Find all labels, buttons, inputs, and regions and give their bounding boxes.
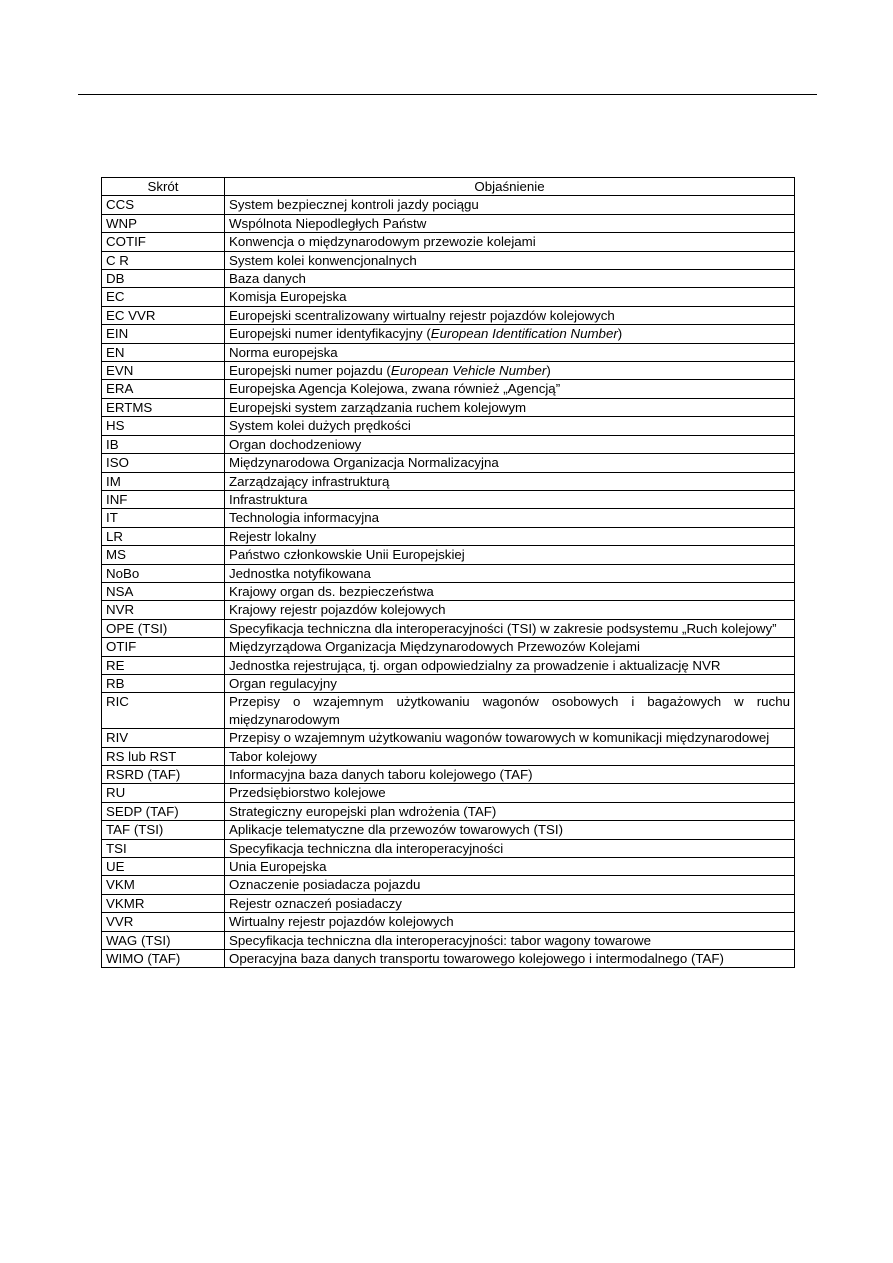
explanation-text: Europejski system zarządzania ruchem kolejowym bbox=[229, 399, 527, 415]
explanation-italic-text: European Identification Number bbox=[430, 326, 618, 342]
header-rule bbox=[78, 94, 817, 95]
table-row bbox=[102, 913, 795, 931]
explanation-text: System kolei konwencjonalnych bbox=[229, 252, 417, 268]
explanation-cell bbox=[225, 380, 795, 398]
table-row bbox=[102, 380, 795, 398]
abbreviation-cell: UE bbox=[102, 858, 225, 876]
explanation-cell bbox=[225, 214, 795, 232]
explanation-cell bbox=[225, 619, 795, 637]
explanation-text: Specyfikacja techniczna dla interoperacyjności: tabor wagony towarowe bbox=[229, 932, 652, 948]
abbreviation-cell: SEDP (TAF) bbox=[102, 802, 225, 820]
explanation-text: Krajowy rejestr pojazdów kolejowych bbox=[229, 602, 446, 618]
explanation-cell bbox=[225, 656, 795, 674]
explanation-cell bbox=[225, 931, 795, 949]
table-row bbox=[102, 435, 795, 453]
explanation-text: Przedsiębiorstwo kolejowe bbox=[229, 785, 386, 801]
table-row bbox=[102, 582, 795, 600]
table-row bbox=[102, 564, 795, 582]
table-row bbox=[102, 821, 795, 839]
abbreviation-cell: WAG (TSI) bbox=[102, 931, 225, 949]
abbreviation-cell: RU bbox=[102, 784, 225, 802]
explanation-text: Rejestr lokalny bbox=[229, 528, 317, 544]
table-row bbox=[102, 784, 795, 802]
explanation-text: Oznaczenie posiadacza pojazdu bbox=[229, 877, 421, 893]
explanation-text: Technologia informacyjna bbox=[229, 510, 380, 526]
explanation-text: Krajowy organ ds. bezpieczeństwa bbox=[229, 583, 434, 599]
table-row bbox=[102, 638, 795, 656]
explanation-text: Wirtualny rejestr pojazdów kolejowych bbox=[229, 914, 454, 930]
explanation-cell bbox=[225, 638, 795, 656]
explanation-cell bbox=[225, 802, 795, 820]
table-row bbox=[102, 490, 795, 508]
explanation-text: Europejski numer identyfikacyjny ( bbox=[229, 326, 431, 342]
abbreviation-cell: LR bbox=[102, 527, 225, 545]
explanation-text: Jednostka notyfikowana bbox=[229, 565, 371, 581]
explanation-cell bbox=[225, 306, 795, 324]
abbreviation-cell: HS bbox=[102, 417, 225, 435]
explanation-cell bbox=[225, 858, 795, 876]
table-row bbox=[102, 766, 795, 784]
explanation-cell bbox=[225, 527, 795, 545]
explanation-text: Organ dochodzeniowy bbox=[229, 436, 362, 452]
explanation-text: Unia Europejska bbox=[229, 859, 327, 875]
abbreviation-cell: VKMR bbox=[102, 894, 225, 912]
abbreviation-cell: DB bbox=[102, 270, 225, 288]
abbreviation-cell: ERTMS bbox=[102, 398, 225, 416]
table-row bbox=[102, 747, 795, 765]
table-row bbox=[102, 270, 795, 288]
table-row bbox=[102, 454, 795, 472]
explanation-cell bbox=[225, 362, 795, 380]
explanation-cell bbox=[225, 490, 795, 508]
explanation-italic-text: European Vehicle Number bbox=[390, 363, 547, 379]
explanation-text: Europejski scentralizowany wirtualny rejestr pojazdów kolejowych bbox=[229, 307, 615, 323]
explanation-cell bbox=[225, 876, 795, 894]
explanation-cell bbox=[225, 747, 795, 765]
explanation-cell bbox=[225, 233, 795, 251]
explanation-text: System kolei dużych prędkości bbox=[229, 418, 411, 434]
abbreviation-cell: OTIF bbox=[102, 638, 225, 656]
header-explanation: Objaśnienie bbox=[225, 178, 795, 196]
explanation-cell bbox=[225, 343, 795, 361]
abbreviation-cell: TSI bbox=[102, 839, 225, 857]
table-row bbox=[102, 876, 795, 894]
explanation-cell bbox=[225, 674, 795, 692]
abbreviation-cell: VVR bbox=[102, 913, 225, 931]
table-row bbox=[102, 362, 795, 380]
table-row bbox=[102, 325, 795, 343]
explanation-text: System bezpiecznej kontroli jazdy pociągu bbox=[229, 197, 479, 213]
table-row bbox=[102, 251, 795, 269]
abbreviation-cell: RIC bbox=[102, 693, 225, 729]
table-row bbox=[102, 950, 795, 968]
abbreviation-cell: COTIF bbox=[102, 233, 225, 251]
table-row bbox=[102, 196, 795, 214]
abbreviation-cell: RB bbox=[102, 674, 225, 692]
table-row bbox=[102, 527, 795, 545]
table-row bbox=[102, 306, 795, 324]
abbreviation-cell: EVN bbox=[102, 362, 225, 380]
explanation-cell bbox=[225, 913, 795, 931]
table-header-row bbox=[102, 178, 795, 196]
explanation-text: Rejestr oznaczeń posiadaczy bbox=[229, 895, 402, 911]
explanation-cell bbox=[225, 601, 795, 619]
explanation-text: Strategiczny europejski plan wdrożenia (TAF) bbox=[229, 803, 497, 819]
explanation-cell bbox=[225, 454, 795, 472]
table-row bbox=[102, 729, 795, 747]
explanation-text: Międzyrządowa Organizacja Międzynarodowych Przewozów Kolejami bbox=[229, 639, 640, 655]
explanation-cell bbox=[225, 693, 795, 729]
abbreviation-cell: C R bbox=[102, 251, 225, 269]
abbreviation-cell: IT bbox=[102, 509, 225, 527]
explanation-cell bbox=[225, 509, 795, 527]
table-row bbox=[102, 802, 795, 820]
explanation-text: Norma europejska bbox=[229, 344, 338, 360]
explanation-text: Aplikacje telematyczne dla przewozów towarowych (TSI) bbox=[229, 822, 564, 838]
explanation-text: Konwencja o międzynarodowym przewozie kolejami bbox=[229, 234, 536, 250]
explanation-cell bbox=[225, 435, 795, 453]
explanation-cell bbox=[225, 564, 795, 582]
explanation-cell bbox=[225, 251, 795, 269]
table-row bbox=[102, 619, 795, 637]
abbreviation-cell: RE bbox=[102, 656, 225, 674]
explanation-text: Tabor kolejowy bbox=[229, 748, 317, 764]
abbreviation-cell: IM bbox=[102, 472, 225, 490]
explanation-text: ) bbox=[546, 363, 551, 379]
explanation-text: Przepisy o wzajemnym użytkowaniu wagonów osobowych i bagażowych w ruchu międzynarodowym bbox=[229, 694, 790, 727]
abbreviation-cell: VKM bbox=[102, 876, 225, 894]
explanation-text: Zarządzający infrastrukturą bbox=[229, 473, 390, 489]
abbreviation-cell: WIMO (TAF) bbox=[102, 950, 225, 968]
abbreviation-cell: NSA bbox=[102, 582, 225, 600]
abbreviation-cell: MS bbox=[102, 546, 225, 564]
table-row bbox=[102, 288, 795, 306]
explanation-text: Wspólnota Niepodległych Państw bbox=[229, 215, 427, 231]
explanation-cell bbox=[225, 582, 795, 600]
table-row bbox=[102, 343, 795, 361]
abbreviation-cell: TAF (TSI) bbox=[102, 821, 225, 839]
abbreviation-cell: RIV bbox=[102, 729, 225, 747]
explanation-cell bbox=[225, 270, 795, 288]
explanation-cell bbox=[225, 729, 795, 747]
table-row bbox=[102, 839, 795, 857]
explanation-text: Międzynarodowa Organizacja Normalizacyjna bbox=[229, 455, 499, 471]
table-row bbox=[102, 472, 795, 490]
abbreviation-cell: ERA bbox=[102, 380, 225, 398]
explanation-cell bbox=[225, 894, 795, 912]
abbreviation-cell: OPE (TSI) bbox=[102, 619, 225, 637]
table-row bbox=[102, 509, 795, 527]
explanation-text: Informacyjna baza danych taboru kolejowego (TAF) bbox=[229, 767, 533, 782]
explanation-cell bbox=[225, 325, 795, 343]
explanation-text: ) bbox=[617, 326, 623, 342]
abbreviation-cell: ISO bbox=[102, 454, 225, 472]
table-row bbox=[102, 674, 795, 692]
explanation-text: Specyfikacja techniczna dla interoperacyjności bbox=[229, 840, 504, 856]
table-row bbox=[102, 601, 795, 619]
abbreviation-cell: RS lub RST bbox=[102, 747, 225, 765]
explanation-text: Operacyjna baza danych transportu towarowego kolejowego i intermodalnego (TAF) bbox=[229, 951, 724, 967]
explanation-text: Organ regulacyjny bbox=[229, 675, 337, 691]
abbreviation-cell: EC bbox=[102, 288, 225, 306]
abbreviation-cell: EN bbox=[102, 343, 225, 361]
table-row bbox=[102, 546, 795, 564]
explanation-text: Specyfikacja techniczna dla interoperacyjności (TSI) w zakresie podsystemu „Ruch kolejowy” bbox=[229, 620, 777, 636]
explanation-text: Europejski numer pojazdu ( bbox=[229, 363, 391, 379]
table-row bbox=[102, 656, 795, 674]
explanation-text: Europejska Agencja Kolejowa, zwana również „Agencją” bbox=[229, 381, 561, 397]
abbreviation-cell: NoBo bbox=[102, 564, 225, 582]
explanation-cell bbox=[225, 398, 795, 416]
explanation-cell bbox=[225, 417, 795, 435]
table-row bbox=[102, 214, 795, 232]
abbreviation-cell: CCS bbox=[102, 196, 225, 214]
abbreviation-cell: EIN bbox=[102, 325, 225, 343]
explanation-cell bbox=[225, 766, 795, 784]
table-row bbox=[102, 858, 795, 876]
explanation-text: Państwo członkowskie Unii Europejskiej bbox=[229, 547, 465, 563]
explanation-cell bbox=[225, 288, 795, 306]
explanation-cell bbox=[225, 821, 795, 839]
abbreviations-table bbox=[101, 177, 795, 968]
abbreviation-cell: WNP bbox=[102, 214, 225, 232]
explanation-cell bbox=[225, 472, 795, 490]
table-row bbox=[102, 398, 795, 416]
explanation-cell bbox=[225, 196, 795, 214]
explanation-cell bbox=[225, 950, 795, 968]
explanation-cell bbox=[225, 784, 795, 802]
abbreviation-cell: INF bbox=[102, 490, 225, 508]
table-row bbox=[102, 233, 795, 251]
explanation-text: Przepisy o wzajemnym użytkowaniu wagonów towarowych w komunikacji międzynarodowej bbox=[229, 730, 770, 746]
table-row bbox=[102, 894, 795, 912]
explanation-text: Infrastruktura bbox=[229, 491, 308, 507]
abbreviation-cell: NVR bbox=[102, 601, 225, 619]
table-body bbox=[102, 196, 795, 968]
explanation-text: Komisja Europejska bbox=[229, 289, 347, 305]
abbreviation-cell: RSRD (TAF) bbox=[102, 766, 225, 784]
table-row bbox=[102, 693, 795, 729]
explanation-text: Jednostka rejestrująca, tj. organ odpowiedzialny za prowadzenie i aktualizację NVR bbox=[229, 657, 721, 673]
table-row bbox=[102, 417, 795, 435]
header-abbreviation: Skrót bbox=[102, 178, 225, 196]
abbreviation-cell: IB bbox=[102, 435, 225, 453]
explanation-cell bbox=[225, 839, 795, 857]
abbreviation-cell: EC VVR bbox=[102, 306, 225, 324]
explanation-cell bbox=[225, 546, 795, 564]
table-row bbox=[102, 931, 795, 949]
explanation-text: Baza danych bbox=[229, 271, 306, 287]
